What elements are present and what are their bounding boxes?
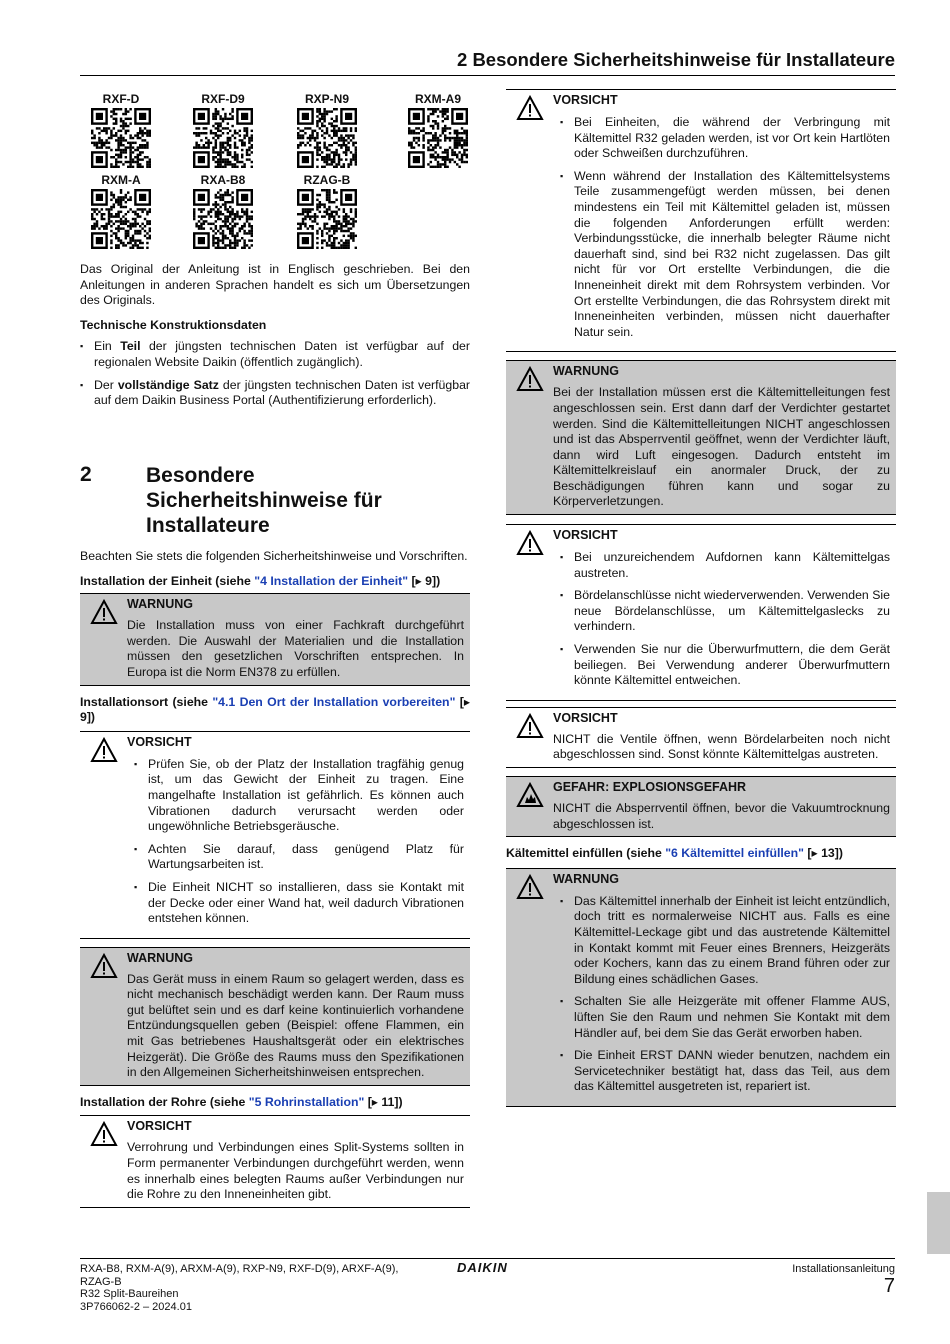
warning-box xyxy=(80,947,470,1086)
qr-item-rxm-a9[interactable] xyxy=(397,92,479,168)
list-item: ▪ Die Einheit ERST DANN wieder benutzen, nachdem ein Servicetechniker bestätigt hat, dass das Teil, aus dem das Kältemittel ausgetreten ist, repariert ist. xyxy=(560,1048,890,1095)
location-heading: Installationsort (siehe "4.1 Den Ort der Installation vorbereiten" [▸ 9]) xyxy=(80,694,470,725)
daikin-logo: DAIKIN xyxy=(457,1260,508,1275)
caution-list xyxy=(560,550,890,689)
warning-list xyxy=(560,894,890,1095)
page-header-title: 2 Besondere Sicherheitshinweise für Installateure xyxy=(457,49,895,70)
section-title: Besondere Sicherheitshinweise für Installateure xyxy=(146,464,382,537)
left-column-body xyxy=(80,549,470,1208)
footer-line: RZAG-B xyxy=(80,1275,122,1288)
warning-title: WARNUNG xyxy=(553,364,619,379)
section-intro: Beachten Sie stets die folgenden Sicherheitshinweise und Vorschriften. xyxy=(80,549,468,563)
footer-doc-type: Installationsanleitung xyxy=(792,1263,895,1275)
caution-title: VORSICHT xyxy=(127,734,192,749)
caution-title: VORSICHT xyxy=(127,1119,192,1134)
footer-model-info xyxy=(80,1263,398,1313)
qr-code-icon xyxy=(193,189,253,249)
list-item: ▪ Ein Teil der jüngsten technischen Daten ist verfügbar auf der regionalen Website Daikin (öffentlich zugänglich). xyxy=(80,339,470,370)
qr-item-rxm-a[interactable] xyxy=(80,173,162,249)
install-heading: Installation der Einheit (siehe "4 Installation der Einheit" [▸ 9]) xyxy=(80,573,441,588)
list-item: ▪ Bördelanschlüsse nicht wiederverwenden. Verwenden Sie neue Bördelanschlüsse, um Kältemittelgaslecks zu verhindern. xyxy=(560,588,890,635)
warning-triangle-icon xyxy=(90,1121,118,1147)
caution-box xyxy=(80,731,470,939)
qr-code-icon xyxy=(91,189,151,249)
caution-title: VORSICHT xyxy=(553,528,618,543)
footer-line: RXA-B8, RXM-A(9), ARXM-A(9), RXP-N9, RXF-D(9), ARXF-A(9), xyxy=(80,1263,399,1275)
list-item: ▪ Achten Sie darauf, dass genügend Platz für Wartungsarbeiten ist. xyxy=(134,842,464,873)
qr-code-icon xyxy=(297,108,357,168)
section-number: 2 xyxy=(80,463,92,486)
warning-triangle-icon xyxy=(516,530,544,556)
warning-title: WARNUNG xyxy=(127,597,193,612)
install-link[interactable]: "4 Installation der Einheit" xyxy=(254,573,409,588)
list-item: ▪ Verwenden Sie nur die Überwurfmuttern, die dem Gerät beiliegen. Bei Verwendung anderer Überwurfmuttern könnte Kältemittel entweichen. xyxy=(560,642,890,689)
warning-box xyxy=(506,868,896,1107)
warning-text: Bei der Installation müssen erst die Kältemittelleitungen fest angeschlossen sein. Erst dann darf der Verdichter gestartet werden. Sind die Kältemittelleitungen NICHT angeschlossen und ist das Absperrventil geöffnet, wenn der Verdichter läuft, dann wird Luft eingesogen. Dadurch entsteht im Kältemittelkreislauf ein anormaler Druck, der zu Beschädigungen führen kann und sogar zu Körperverletzungen. xyxy=(553,385,890,509)
section-header xyxy=(80,463,470,538)
caution-title: VORSICHT xyxy=(553,93,618,107)
caution-box xyxy=(506,89,896,352)
warning-box xyxy=(506,360,896,515)
footer-divider xyxy=(80,1258,895,1259)
qr-label: RXF-D9 xyxy=(201,92,245,106)
qr-label: RXP-N9 xyxy=(304,92,349,106)
qr-code-icon xyxy=(193,108,253,168)
caution-text: Verrohrung und Verbindungen eines Split-Systems sollten in Form permanenter Verbindungen durchgeführt werden, wenn es innerhalb eines belegten Raums außer Verbindungen nur die Rohre zu den Inneneinheiten gibt. xyxy=(127,1140,464,1202)
list-item: ▪ Die Einheit NICHT so installieren, dass sie Kontakt mit der Decke oder einer Wand hat, weil dadurch Vibrationen entstehen können. xyxy=(134,880,464,927)
tech-data-heading: Technische Konstruktionsdaten xyxy=(80,317,267,332)
qr-code-icon xyxy=(297,189,357,249)
warning-box xyxy=(80,593,470,685)
right-column xyxy=(506,89,896,1107)
caution-list xyxy=(134,757,464,927)
refrigerant-heading: Kältemittel einfüllen (siehe "6 Kältemittel einfüllen" [▸ 13]) xyxy=(506,846,843,861)
refrigerant-link[interactable]: "6 Kältemittel einfüllen" xyxy=(665,846,804,861)
qr-label: RZAG-B xyxy=(303,173,351,187)
list-item: ▪ Bei unzureichendem Aufdornen kann Kältemittelgas austreten. xyxy=(560,550,890,581)
tech-data-list xyxy=(80,339,470,408)
warning-title: WARNUNG xyxy=(553,871,619,886)
page-number: 7 xyxy=(883,1275,895,1297)
footer-line: R32 Split-Baureihen xyxy=(80,1288,179,1300)
warning-text: Das Gerät muss in einem Raum so gelagert werden, dass es nicht mechanisch beschädigt werden kann. Der Raum muss gut belüftet sein und es darf keine kontinuierlich vorhandene Entzündungsquellen geben (Beispiel: offene Flammen, ein mit Gas betriebenes Haushaltsgerät oder ein elektrisches Heizgerät). Die Größe des Raums muss den Spezifikationen in den Allgemeinen Sicherheitshinweisen entsprechen. xyxy=(127,971,464,1080)
list-item: ▪ Schalten Sie alle Heizgeräte mit offener Flamme AUS, lüften Sie den Raum und nehmen Sie Kontakt mit dem Händler auf, bei dem Sie das Gerät erworben haben. xyxy=(560,994,890,1041)
original-language-note: Das Original der Anleitung ist in Englisch geschrieben. Bei den Anleitungen in anderen Sprachen handelt es sich um Übersetzungen des Originals. xyxy=(80,262,470,308)
piping-link[interactable]: "5 Rohrinstallation" xyxy=(248,1094,365,1109)
qr-label: RXM-A xyxy=(101,173,141,187)
danger-text: NICHT die Absperrventil öffnen, bevor die Vakuumtrocknung abgeschlossen ist. xyxy=(553,801,890,831)
danger-title: GEFAHR: EXPLOSIONSGEFAHR xyxy=(553,780,747,794)
caution-title: VORSICHT xyxy=(553,710,618,725)
qr-item-rzag-b[interactable] xyxy=(286,173,368,249)
qr-code-icon xyxy=(91,108,151,168)
warning-triangle-icon xyxy=(516,95,544,121)
list-item: ▪ Bei Einheiten, die während der Verbringung mit Kältemittel R32 geladen werden, ist vor Ort kein Hartlöten oder Schweißen durchzuführen. xyxy=(560,115,890,162)
explosion-hazard-icon xyxy=(516,782,544,808)
qr-label: RXA-B8 xyxy=(200,173,246,187)
header-divider xyxy=(80,75,895,76)
list-item: ▪ Wenn während der Installation des Kältemittelsystems Teile zusammengefügt werden müssen, bei denen mindestens ein Teil mit Kältemittel geladen ist, müssen die folgenden Anforderungen erfüllt werden: Verbindungsstücke, die innerhalb belegter Räume nicht dauerhaft sind, sind bei R32 nicht zugelassen. Das gilt nicht für vor Ort erstellte Verbindungen, die die Inneneinheit direkt mit dem Rohrsystem verbinden. Vor Ort erstellte Verbindungen, die das Rohrsystem direkt mit Inneneinheiten verbinden, müssen nicht dauerhafter Natur sein. xyxy=(560,169,890,341)
piping-heading: Installation der Rohre (siehe "5 Rohrinstallation" [▸ 11]) xyxy=(80,1094,403,1109)
qr-label: RXF-D xyxy=(102,92,140,106)
warning-triangle-icon xyxy=(516,874,544,900)
caution-box xyxy=(506,524,896,701)
qr-code-icon xyxy=(408,108,468,168)
warning-title: WARNUNG xyxy=(127,950,193,965)
caution-box xyxy=(506,707,896,768)
list-item: ▪ Prüfen Sie, ob der Platz der Installation tragfähig genug ist, um das Gewicht der Einheit zu tragen. Eine mangelhafte Installation ist gefährlich. Es können auch Vibrationen dadurch verursacht werden oder ungewöhnliche Betriebsgeräusche. xyxy=(134,757,464,835)
qr-item-rxf-d[interactable] xyxy=(80,92,162,168)
list-item: ▪ Das Kältemittel innerhalb der Einheit ist leicht entzündlich, doch tritt es normalerweise NICHT aus. Falls es eine Kältemittel-Leckage gibt und das austretende Kältemittel in Kontakt kommt mit Feuer eines Brenners, Heizgeräts oder Kochers, kann das zu einem Brand führen oder zur Bildung eines schädlichen Gases. xyxy=(560,894,890,988)
left-column xyxy=(80,262,470,416)
caution-list xyxy=(560,115,890,340)
qr-item-rxa-b8[interactable] xyxy=(182,173,264,249)
danger-box xyxy=(506,776,896,837)
list-item: ▪ Der vollständige Satz der jüngsten technischen Daten ist verfügbar auf dem Daikin Business Portal (Authentifizierung erforderlich). xyxy=(80,378,470,409)
caution-text: NICHT die Ventile öffnen, wenn Bördelarbeiten noch nicht abgeschlossen sind. Sonst könnte Kältemittelgas austreten. xyxy=(553,731,890,762)
footer-line: 3P766062-2 – 2024.01 xyxy=(80,1300,192,1313)
warning-triangle-icon xyxy=(90,737,118,763)
qr-item-rxf-d9[interactable] xyxy=(182,92,264,168)
qr-label: RXM-A9 xyxy=(414,92,461,106)
qr-code-grid xyxy=(80,92,475,252)
caution-box xyxy=(80,1115,470,1207)
qr-item-rxp-n9[interactable] xyxy=(286,92,368,168)
location-link[interactable]: "4.1 Den Ort der Installation vorbereiten" xyxy=(212,694,456,709)
warning-text: Die Installation muss von einer Fachkraft durchgeführt werden. Die Auswahl der Materialien und die Installation müssen den gesetzlichen Vorschriften entsprechen. In Europa ist die Norm EN378 zu erfüllen. xyxy=(127,618,464,679)
warning-triangle-icon xyxy=(516,366,544,392)
warning-triangle-icon xyxy=(516,713,544,739)
warning-triangle-icon xyxy=(90,953,118,979)
chapter-side-tab xyxy=(927,1192,950,1254)
warning-triangle-icon xyxy=(90,599,118,625)
